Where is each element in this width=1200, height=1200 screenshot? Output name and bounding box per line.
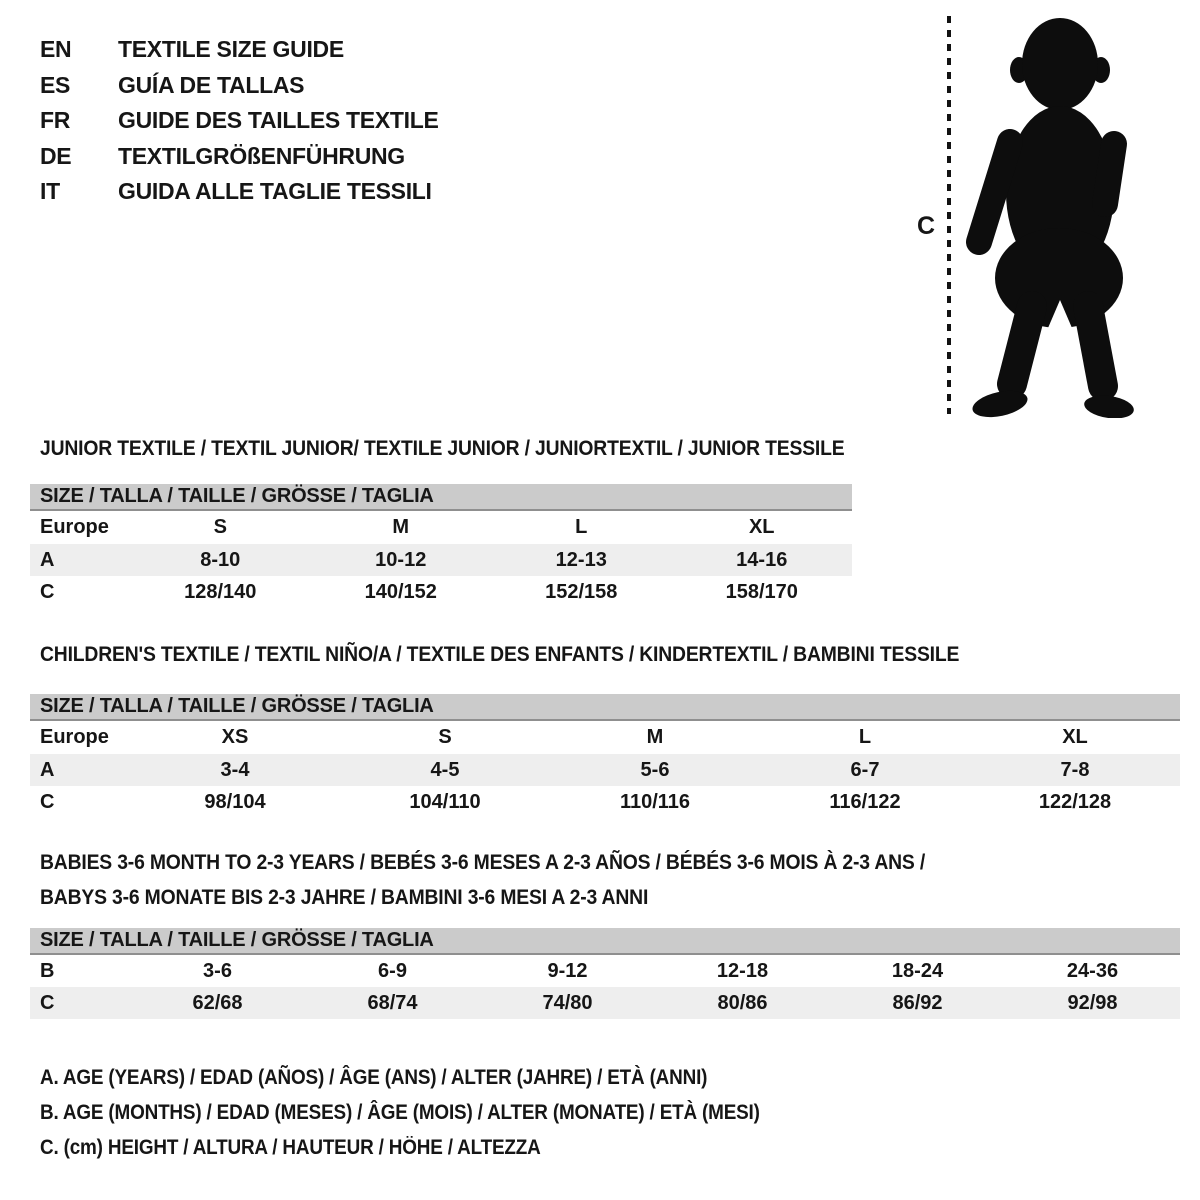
table-row-europe <box>30 511 852 544</box>
months-cell: 12-18 <box>716 959 769 982</box>
row-label: C <box>40 580 55 603</box>
size-header-bar: SIZE / TALLA / TAILLE / GRÖSSE / TAGLIA <box>30 694 1180 721</box>
height-cell: 80/86 <box>717 991 768 1014</box>
height-cell: 74/80 <box>542 991 593 1014</box>
guide-title: GUIDE DES TAILLES TEXTILE <box>118 107 439 134</box>
guide-title: TEXTILGRÖßENFÜHRUNG <box>118 142 405 169</box>
size-cell: M <box>646 726 664 748</box>
row-label: A <box>40 758 55 781</box>
legend-age-months: B. AGE (MONTHS) / EDAD (MESES) / ÂGE (MOIS) / ALTER (MONATE) / ETÀ (MESI) <box>40 1101 760 1124</box>
lang-row-de <box>40 139 439 175</box>
size-cell: L <box>858 726 872 748</box>
guide-title: GUÍA DE TALLAS <box>118 71 305 98</box>
height-cell: 122/128 <box>1038 790 1112 813</box>
row-label: B <box>40 959 55 982</box>
table-row-height <box>30 576 852 608</box>
age-cell: 5-6 <box>640 758 670 781</box>
size-cell: S <box>213 516 227 538</box>
height-cell: 62/68 <box>192 991 243 1014</box>
table-row-age <box>30 754 1180 786</box>
size-cell: XL <box>748 516 775 538</box>
row-label: Europe <box>40 726 109 748</box>
toddler-silhouette-icon <box>962 14 1138 418</box>
junior-section-heading: JUNIOR TEXTILE / TEXTIL JUNIOR/ TEXTILE JUNIOR / JUNIORTEXTIL / JUNIOR TESSILE <box>40 436 845 460</box>
lang-row-es <box>40 68 439 104</box>
lang-code: FR <box>40 107 71 134</box>
height-cell: 68/74 <box>367 991 418 1014</box>
table-row-months <box>30 955 1180 987</box>
height-cell: 86/92 <box>892 991 943 1014</box>
height-cell: 140/152 <box>364 580 437 603</box>
age-cell: 8-10 <box>200 548 241 571</box>
lang-code: DE <box>40 142 72 169</box>
row-label: C <box>40 790 55 813</box>
size-header-bar: SIZE / TALLA / TAILLE / GRÖSSE / TAGLIA <box>30 928 1180 955</box>
age-cell: 14-16 <box>736 548 788 571</box>
language-title-list <box>40 32 439 210</box>
row-label: A <box>40 548 55 571</box>
table-row-age <box>30 544 852 576</box>
guide-title: TEXTILE SIZE GUIDE <box>118 36 344 63</box>
guide-title: GUIDA ALLE TAGLIE TESSILI <box>118 178 432 205</box>
height-measure-dashed-line <box>947 16 951 414</box>
lang-row-fr <box>40 103 439 139</box>
size-cell: L <box>575 516 588 538</box>
size-header-bar: SIZE / TALLA / TAILLE / GRÖSSE / TAGLIA <box>30 484 852 511</box>
age-cell: 7-8 <box>1060 758 1090 781</box>
height-cell: 152/158 <box>545 580 618 603</box>
age-cell: 12-13 <box>555 548 607 571</box>
row-label: Europe <box>40 516 109 538</box>
age-cell: 10-12 <box>375 548 427 571</box>
table-row-height <box>30 786 1180 818</box>
table-row-europe <box>30 721 1180 754</box>
lang-code: ES <box>40 71 71 98</box>
children-section-heading: CHILDREN'S TEXTILE / TEXTIL NIÑO/A / TEXTILE DES ENFANTS / KINDERTEXTIL / BAMBINI TESSILE <box>40 642 960 666</box>
legend-age-years: A. AGE (YEARS) / EDAD (AÑOS) / ÂGE (ANS) / ALTER (JAHRE) / ETÀ (ANNI) <box>40 1066 708 1089</box>
months-cell: 6-9 <box>378 959 407 982</box>
months-cell: 24-36 <box>1066 959 1119 982</box>
legend-height-cm: C. (cm) HEIGHT / ALTURA / HAUTEUR / HÖHE / ALTEZZA <box>40 1136 541 1159</box>
babies-section-heading-line1: BABIES 3-6 MONTH TO 2-3 YEARS / BEBÉS 3-6 MESES A 2-3 AÑOS / BÉBÉS 3-6 MOIS À 2-3 ANS / <box>40 850 926 874</box>
lang-row-en <box>40 32 439 68</box>
height-cell: 92/98 <box>1067 991 1118 1014</box>
lang-row-it <box>40 174 439 210</box>
babies-size-table <box>30 928 1180 1019</box>
height-cell: 98/104 <box>204 790 266 813</box>
height-cell: 116/122 <box>829 790 901 813</box>
junior-size-table <box>30 484 852 608</box>
age-cell: 3-4 <box>220 758 250 781</box>
height-measure-label: C <box>917 212 936 240</box>
height-cell: 158/170 <box>725 580 798 603</box>
months-cell: 9-12 <box>547 959 588 982</box>
age-cell: 4-5 <box>430 758 460 781</box>
size-cell: S <box>438 726 452 748</box>
table-row-height <box>30 987 1180 1019</box>
height-cell: 128/140 <box>184 580 257 603</box>
size-cell: M <box>392 516 410 538</box>
babies-section-heading-line2: BABYS 3-6 MONATE BIS 2-3 JAHRE / BAMBINI 3-6 MESI A 2-3 ANNI <box>40 885 649 909</box>
size-cell: XS <box>221 726 249 748</box>
months-cell: 18-24 <box>891 959 944 982</box>
size-cell: XL <box>1062 726 1088 748</box>
children-size-table <box>30 694 1180 818</box>
age-cell: 6-7 <box>850 758 880 781</box>
lang-code: IT <box>40 178 60 205</box>
months-cell: 3-6 <box>203 959 232 982</box>
height-cell: 104/110 <box>409 790 481 813</box>
row-label: C <box>40 991 55 1014</box>
lang-code: EN <box>40 36 72 63</box>
height-cell: 110/116 <box>619 790 691 813</box>
